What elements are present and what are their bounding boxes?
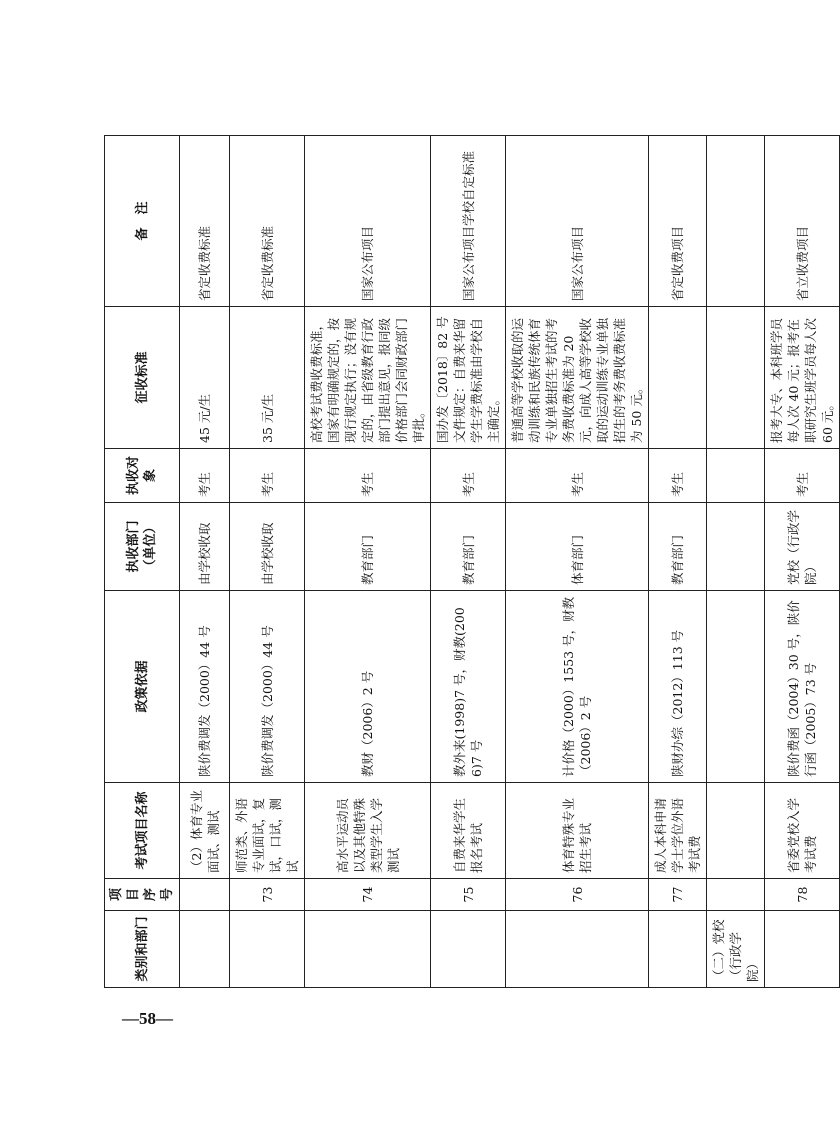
cell-exam-name: （2）体育专业面试、测试 bbox=[180, 783, 230, 879]
cell-exam-name: 自费来华学生报名考试 bbox=[431, 783, 506, 879]
cell-note: 省立收费项目 bbox=[765, 136, 840, 307]
cell-exam-name bbox=[707, 783, 765, 879]
fee-table-rotated bbox=[104, 136, 835, 988]
cell-target: 考生 bbox=[305, 449, 431, 503]
cell-collecting-dept: 教育部门 bbox=[649, 503, 707, 591]
cell-note: 省定收费项目 bbox=[649, 136, 707, 307]
cell-note: 省定收费标准 bbox=[180, 136, 230, 307]
cell-exam-name: 成人本科申请学士学位外语考试费 bbox=[649, 783, 707, 879]
cell-item-no bbox=[180, 879, 230, 911]
cell-target: 考生 bbox=[649, 449, 707, 503]
cell-collecting-dept: 体育部门 bbox=[506, 503, 649, 591]
cell-standard: 普通高等学校收取的运动训练和民族传统体育专业单独招生考试的考务费收费标准为 20 元，向成人高等学校收取的运动训练专业单独招生的考务费收费标准为 50 元。 bbox=[506, 307, 649, 449]
cell-policy: 陕价费调发（2000）44 号 bbox=[180, 591, 230, 783]
cell-item-no: 75 bbox=[431, 879, 506, 911]
table-row bbox=[649, 136, 707, 988]
table-row bbox=[765, 136, 840, 988]
cell-category bbox=[649, 911, 707, 988]
cell-standard: 报考大专、本科班学员每人次 40 元；报考在职研究生班学员每人次 60 元。 bbox=[765, 307, 840, 449]
table-header-row bbox=[105, 136, 180, 988]
cell-policy: 陕价费函（2004）30 号，陕价行函（2005）73 号 bbox=[765, 591, 840, 783]
header-exam-name: 考试项目名称 bbox=[105, 783, 180, 879]
cell-category bbox=[305, 911, 431, 988]
header-note: 备 注 bbox=[105, 136, 180, 307]
cell-category bbox=[180, 911, 230, 988]
table-row bbox=[305, 136, 431, 988]
cell-policy: 计价格（2000）1553 号，财教（2006）2 号 bbox=[506, 591, 649, 783]
table-row bbox=[707, 136, 765, 988]
cell-target: 考生 bbox=[506, 449, 649, 503]
cell-item-no bbox=[707, 879, 765, 911]
table-body bbox=[180, 136, 840, 988]
cell-target: 考生 bbox=[765, 449, 840, 503]
cell-item-no: 76 bbox=[506, 879, 649, 911]
cell-note bbox=[707, 136, 765, 307]
header-collecting-dept: 执收部门（单位） bbox=[105, 503, 180, 591]
cell-item-no: 74 bbox=[305, 879, 431, 911]
cell-exam-name: 师范类、外语专业面试，复试，口试，测试 bbox=[230, 783, 305, 879]
cell-target bbox=[707, 449, 765, 503]
cell-item-no: 77 bbox=[649, 879, 707, 911]
cell-collecting-dept: 由学校收取 bbox=[230, 503, 305, 591]
header-category: 类别和部门 bbox=[105, 911, 180, 988]
cell-standard bbox=[707, 307, 765, 449]
cell-policy: 教外来(1998)7 号，财教(2006)7 号 bbox=[431, 591, 506, 783]
cell-collecting-dept bbox=[707, 503, 765, 591]
cell-target: 考生 bbox=[180, 449, 230, 503]
cell-item-no: 78 bbox=[765, 879, 840, 911]
cell-policy bbox=[707, 591, 765, 783]
cell-standard: 45 元/生 bbox=[180, 307, 230, 449]
cell-exam-name: 高水平运动员以及其他特殊类型学生入学测试 bbox=[305, 783, 431, 879]
cell-note: 国家公布项目学校自定标准 bbox=[431, 136, 506, 307]
page-number: —58— bbox=[122, 1009, 173, 1028]
header-target: 执收对象 bbox=[105, 449, 180, 503]
table-row bbox=[230, 136, 305, 988]
table-row bbox=[506, 136, 649, 988]
cell-note: 国家公布项目 bbox=[506, 136, 649, 307]
header-standard: 征收标准 bbox=[105, 307, 180, 449]
cell-target: 考生 bbox=[230, 449, 305, 503]
table-row bbox=[431, 136, 506, 988]
cell-note: 国家公布项目 bbox=[305, 136, 431, 307]
cell-note: 省定收费标准 bbox=[230, 136, 305, 307]
cell-collecting-dept: 教育部门 bbox=[305, 503, 431, 591]
cell-exam-name: 省委党校入学考试费 bbox=[765, 783, 840, 879]
cell-category: （二）党校（行政学院） bbox=[707, 911, 765, 988]
cell-standard bbox=[649, 307, 707, 449]
header-item-no: 项目序号 bbox=[105, 879, 180, 911]
cell-category bbox=[506, 911, 649, 988]
cell-policy: 教财（2006）2 号 bbox=[305, 591, 431, 783]
header-policy: 政策依据 bbox=[105, 591, 180, 783]
cell-policy: 陕财办综（2012）113 号 bbox=[649, 591, 707, 783]
cell-standard: 高校考试费收费标准，国家有明确规定的，按现行规定执行；没有规定的，由省级教育行政部门提出意见，报同级价格部门会同财政部门审批。 bbox=[305, 307, 431, 449]
table-row bbox=[180, 136, 230, 988]
cell-standard: 35 元/生 bbox=[230, 307, 305, 449]
cell-collecting-dept: 教育部门 bbox=[431, 503, 506, 591]
cell-standard: 国办发〔2018〕82 号文件规定：自费来华留学生学费标准由学校自主确定。 bbox=[431, 307, 506, 449]
cell-collecting-dept: 由学校收取 bbox=[180, 503, 230, 591]
cell-exam-name: 体育特殊专业招生考试 bbox=[506, 783, 649, 879]
fee-table bbox=[104, 135, 840, 988]
cell-target: 考生 bbox=[431, 449, 506, 503]
cell-category bbox=[765, 911, 840, 988]
cell-category bbox=[230, 911, 305, 988]
cell-category bbox=[431, 911, 506, 988]
cell-collecting-dept: 党校（行政学院） bbox=[765, 503, 840, 591]
cell-item-no: 73 bbox=[230, 879, 305, 911]
cell-policy: 陕价费调发（2000）44 号 bbox=[230, 591, 305, 783]
